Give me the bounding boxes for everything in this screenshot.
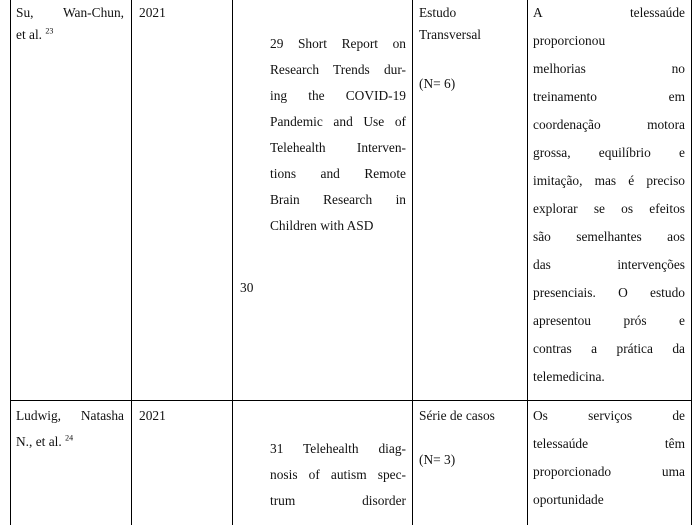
result-line: das intervenções [533, 257, 685, 272]
result-line: A telessaúde [533, 5, 685, 20]
title-line: ing the COVID-19 [270, 88, 406, 103]
study-type-line: Estudo [419, 5, 457, 20]
result-line: melhorias no [533, 61, 685, 76]
title-line: trum disorder [270, 493, 406, 508]
result-line: proporcionado uma [533, 464, 685, 479]
author-name-line: Su, Wan-Chun, [16, 5, 124, 20]
author-cell-line2 [16, 24, 53, 46]
result-line: são semelhantes aos [533, 229, 685, 244]
year-cell: 2021 [139, 408, 166, 423]
column-divider-author-year [131, 0, 132, 525]
result-line: coordenação motora [533, 117, 685, 132]
result-line: grossa, equilíbrio e [533, 145, 685, 160]
result-line: explorar se os efeitos [533, 201, 685, 216]
author-name-line: Ludwig, Natasha [16, 408, 124, 423]
title-line: Telehealth Interven- [270, 140, 406, 155]
result-line: telessaúde têm [533, 436, 685, 451]
year-cell: 2021 [139, 5, 166, 20]
title-line: tions and Remote [270, 166, 406, 181]
result-line: contras a prática da [533, 341, 685, 356]
result-line: proporcionou [533, 33, 606, 48]
result-line: imitação, mas é preciso [533, 173, 685, 188]
column-divider-year-title [232, 0, 233, 525]
author-cell-line2 [16, 431, 73, 453]
column-divider-type-result [527, 0, 528, 525]
result-line: oportunidade [533, 492, 604, 507]
result-line: presenciais. O estudo [533, 285, 685, 300]
author-etal: N., et al. [16, 434, 62, 449]
table-border-left [10, 0, 11, 525]
study-type: Série de casos [419, 408, 495, 423]
result-line: treinamento em [533, 89, 685, 104]
title-line: Children with ASD [270, 218, 374, 233]
sample-size: (N= 6) [419, 76, 456, 91]
page-number: 30 [240, 280, 254, 295]
title-line: 29 Short Report on [270, 36, 406, 51]
column-divider-title-type [412, 0, 413, 525]
result-line: apresentou prós e [533, 313, 685, 328]
author-etal: et al. [16, 27, 43, 42]
title-line: Research Trends dur- [270, 62, 406, 77]
title-line: Pandemic and Use of [270, 114, 406, 129]
author-cell [16, 2, 124, 24]
reference-number: 24 [65, 433, 74, 443]
sample-size: (N= 3) [419, 452, 456, 467]
title-line: nosis of autism spec- [270, 467, 406, 482]
reference-number: 23 [45, 26, 54, 36]
result-line: Os serviços de [533, 408, 685, 423]
title-line: Brain Research in [270, 192, 406, 207]
table-border-right [691, 0, 692, 525]
title-line: 31 Telehealth diag- [270, 441, 406, 456]
study-type-line: Transversal [419, 27, 481, 42]
author-cell [16, 405, 124, 427]
result-line: telemedicina. [533, 369, 605, 384]
row-divider [10, 400, 692, 401]
